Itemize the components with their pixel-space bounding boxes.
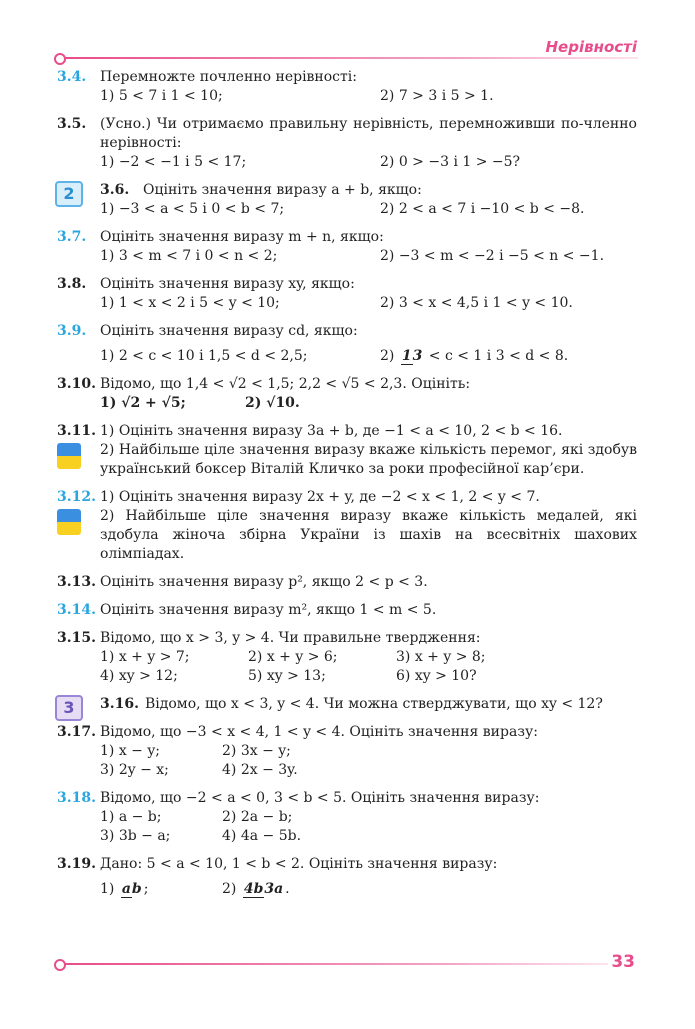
task-part-2: 2) Найбільше ціле значення виразу вкаже кількість перемог, які здобув український боксер Віталій Кличко за роки професійної кар’єри. [100,442,637,477]
task-number: 3.9. [57,323,87,339]
option-1: 1) 2 < c < 10 і 1,5 < d < 2,5; [100,348,308,364]
task-number: 3.5. [57,116,87,132]
task-text: 3.16. Відомо, що x < 3, y < 4. Чи можна стверджувати, що xy < 12? [100,696,603,712]
task-number: 3.8. [57,276,87,292]
option-2: 2) 0 > −3 і 1 > −5? [380,154,521,170]
fraction: 13 [401,347,423,364]
task-3-16 [57,695,637,717]
option-1: 1) 3 < m < 7 і 0 < n < 2; [100,248,278,264]
task-number: 3.19. [57,856,96,872]
option-1: 1) 5 < 7 і 1 < 10; [100,88,223,104]
task-3-17 [57,723,637,780]
option-1: 1) x + y > 7; [100,649,190,665]
option-2: 2) 2 < a < 7 і −10 < b < −8. [380,201,585,217]
task-part-1: 1) Оцініть значення виразу 3a + b, де −1 < a < 10, 2 < b < 16. [100,423,563,439]
task-number: 3.10. [57,376,96,392]
option-2: 2) 7 > 3 і 5 > 1. [380,88,494,104]
task-text: Відомо, що 1,4 < √2 < 1,5; 2,2 < √5 < 2,3. Оцініть: [100,376,471,392]
ukraine-flag-icon [57,443,81,469]
option-2: 2) 3 < x < 4,5 і 1 < y < 10. [380,295,573,311]
task-number: 3.17. [57,724,96,740]
task-3-4 [57,68,637,106]
task-text: Відомо, що x > 3, y > 4. Чи правильне твердження: [100,630,481,646]
task-3-11 [57,422,637,479]
task-text: Дано: 5 < a < 10, 1 < b < 2. Оцініть значення виразу: [100,856,498,872]
header-divider [58,57,638,59]
task-3-13 [57,573,637,592]
fraction: 4b3a [243,880,284,897]
option-3: 3) 3b − a; [100,828,171,844]
task-3-15 [57,629,637,686]
task-3-19 [57,855,637,899]
exercise-list [57,68,637,908]
task-3-14 [57,601,637,620]
option-1: 1) ab ; [100,880,149,897]
option-4: 4) 2x − 3y. [222,762,298,778]
task-text: Оцініть значення виразу xy, якщо: [100,276,355,292]
task-text: (Усно.) Чи отримаємо правильну нерівність, перемноживши по-членно нерівності: [100,116,637,151]
page-number: 33 [611,952,635,972]
task-text: Оцініть значення виразу cd, якщо: [100,323,358,339]
option-1: 1) −2 < −1 і 5 < 17; [100,154,247,170]
task-text: Відомо, що −2 < a < 0, 3 < b < 5. Оцініть значення виразу: [100,790,540,806]
footer-divider-dot [54,959,66,971]
task-3-6 [57,181,637,219]
task-number: 3.4. [57,69,87,85]
option-1: 1) a − b; [100,809,162,825]
option-3: 3) x + y > 8; [396,649,486,665]
task-3-5 [57,115,637,172]
option-4: 4) xy > 12; [100,668,178,684]
task-3-8 [57,275,637,313]
option-2: 2) −3 < m < −2 і −5 < n < −1. [380,248,605,264]
option-1: 1) x − y; [100,743,160,759]
task-number: 3.14. [57,602,96,618]
option-1: 1) √2 + √5; [100,395,186,411]
task-text: Оцініть значення виразу p², якщо 2 < p < 3. [100,574,428,590]
task-number: 3.7. [57,229,87,245]
task-3-7 [57,228,637,266]
section-title: Нерівності [545,38,637,56]
option-4: 4) 4a − 5b. [222,828,302,844]
task-3-10 [57,375,637,413]
option-2: 2) √10. [245,395,300,411]
task-number: 3.18. [57,790,96,806]
task-text: Перемножте почленно нерівності: [100,69,357,85]
option-2: 2) 2a − b; [222,809,293,825]
option-1: 1) 1 < x < 2 і 5 < y < 10; [100,295,280,311]
option-6: 6) xy > 10? [396,668,477,684]
header-divider-dot [54,53,66,65]
task-3-9 [57,322,637,366]
footer-divider [58,963,608,965]
option-2: 2) x + y > 6; [248,649,338,665]
fraction: ab [121,880,142,897]
task-number: 3.13. [57,574,96,590]
task-number: 3.6. [100,182,130,198]
task-text: Оцініть значення виразу m + n, якщо: [100,229,384,245]
task-part-2: 2) Найбільше ціле значення виразу вкаже кількість медалей, які здобула жіноча збірна України із шахів на всесвітніх шахових олімпіадах. [100,508,637,562]
task-text: Відомо, що −3 < x < 4, 1 < y < 4. Оцініть значення виразу: [100,724,538,740]
task-text: Оцініть значення виразу a + b, якщо: [143,182,422,198]
option-2: 2) 4b3a . [222,880,290,897]
option-3: 3) 2y − x; [100,762,169,778]
task-number: 3.11. [57,423,96,439]
level-2-icon: 2 [55,181,83,207]
level-3-icon: 3 [55,695,83,721]
option-5: 5) xy > 13; [248,668,326,684]
task-text: Оцініть значення виразу m², якщо 1 < m < 5. [100,602,437,618]
task-part-1: 1) Оцініть значення виразу 2x + y, де −2 < x < 1, 2 < y < 7. [100,489,540,505]
task-number: 3.12. [57,489,96,505]
task-3-12 [57,488,637,564]
task-number: 3.15. [57,630,96,646]
option-2: 2) 3x − y; [222,743,291,759]
option-1: 1) −3 < a < 5 і 0 < b < 7; [100,201,285,217]
option-2: 2) 13 < c < 1 і 3 < d < 8. [380,347,569,364]
ukraine-flag-icon [57,509,81,535]
task-3-18 [57,789,637,846]
